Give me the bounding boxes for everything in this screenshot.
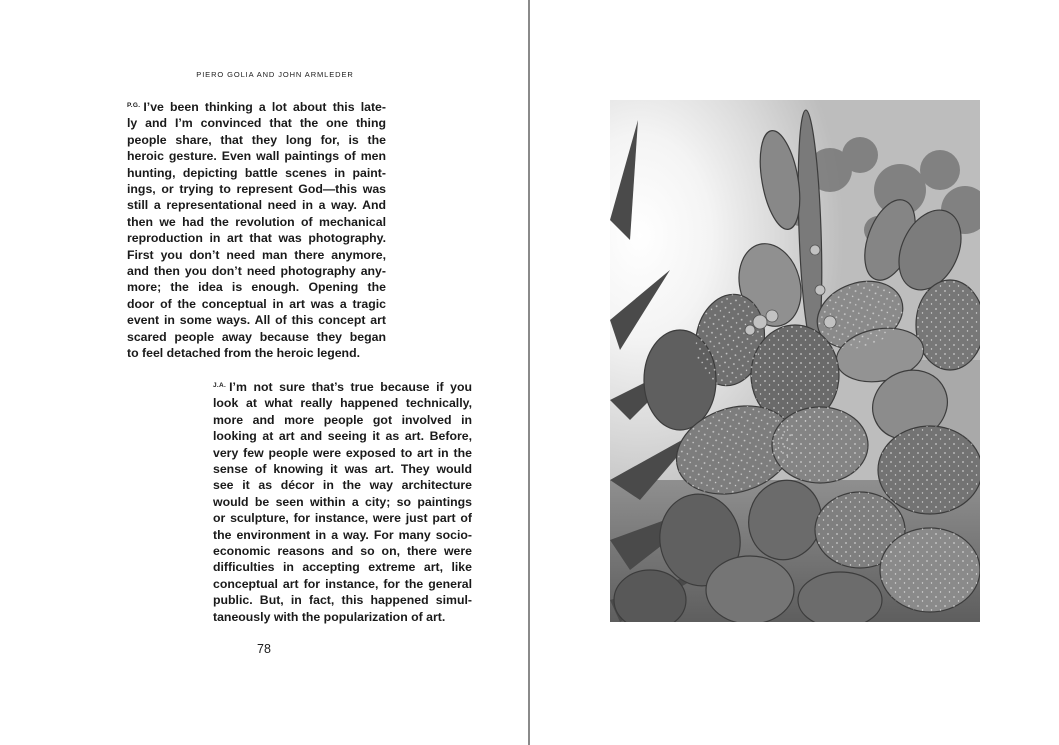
running-head: PIERO GOLIA AND JOHN ARMLEDER bbox=[196, 70, 354, 79]
text-line: public. But, in fact, this happened simul- bbox=[213, 593, 472, 608]
text-line: difficulties in accepting extreme art, like bbox=[213, 560, 472, 575]
text-line: and then you don’t need photography any- bbox=[127, 264, 386, 279]
paragraph-pg bbox=[127, 98, 386, 362]
text-line: ings, or trying to represent God—this was bbox=[127, 182, 386, 197]
text-line: conceptual art for instance, for the general bbox=[213, 576, 472, 591]
text-line: sense of knowing it was art. They would bbox=[213, 462, 472, 477]
line-text: I’m not sure that’s true because if you bbox=[229, 380, 472, 394]
cactus-photo-illustration bbox=[610, 100, 980, 622]
text-line: people share, that they long for, is the bbox=[127, 132, 386, 147]
text-line: scared people away because they began bbox=[127, 329, 386, 344]
text-line: event in some ways. All of this concept art bbox=[127, 313, 386, 328]
page-gutter bbox=[528, 0, 530, 745]
text-line: still a representational need in a way. And bbox=[127, 198, 386, 213]
text-line bbox=[213, 378, 472, 395]
paragraph-ja bbox=[213, 378, 472, 625]
text-line: or sculpture, for instance, were just part of bbox=[213, 511, 472, 526]
text-line: reproduction in art that was photography. bbox=[127, 231, 386, 246]
text-line: heroic gesture. Even wall paintings of men bbox=[127, 149, 386, 164]
text-line: to feel detached from the heroic legend. bbox=[127, 346, 360, 361]
line-text: I’ve been thinking a lot about this late- bbox=[143, 100, 386, 114]
text-line: very few people were exposed to art in the bbox=[213, 445, 472, 460]
text-line: hunting, depicting battle scenes in paint- bbox=[127, 165, 386, 180]
text-line: economic reasons and so on, there were bbox=[213, 544, 472, 559]
text-line: First you don’t need man there anymore, bbox=[127, 247, 386, 262]
text-line: see it as décor in the way architecture bbox=[213, 478, 472, 493]
text-line: would be seen within a city; so paintings bbox=[213, 494, 472, 509]
text-line: ly and I’m convinced that the one thing bbox=[127, 116, 386, 131]
text-line: the environment in a way. For many socio- bbox=[213, 527, 472, 542]
text-line: more; the idea is enough. Opening the bbox=[127, 280, 386, 295]
cactus-photo bbox=[610, 100, 980, 622]
text-line: more and more people got involved in bbox=[213, 412, 472, 427]
text-line bbox=[127, 98, 386, 115]
text-line: look at what really happened technically, bbox=[213, 396, 472, 411]
text-line: then we had the revolution of mechanical bbox=[127, 214, 386, 229]
text-line: door of the conceptual in art was a tragic bbox=[127, 296, 386, 311]
text-line: looking at art and seeing it as art. Before, bbox=[213, 429, 472, 444]
speaker-label: J.A. bbox=[213, 382, 227, 389]
speaker-label: P.G. bbox=[127, 102, 141, 109]
text-line: taneously with the popularization of art. bbox=[213, 609, 446, 624]
page-number: 78 bbox=[257, 642, 271, 656]
